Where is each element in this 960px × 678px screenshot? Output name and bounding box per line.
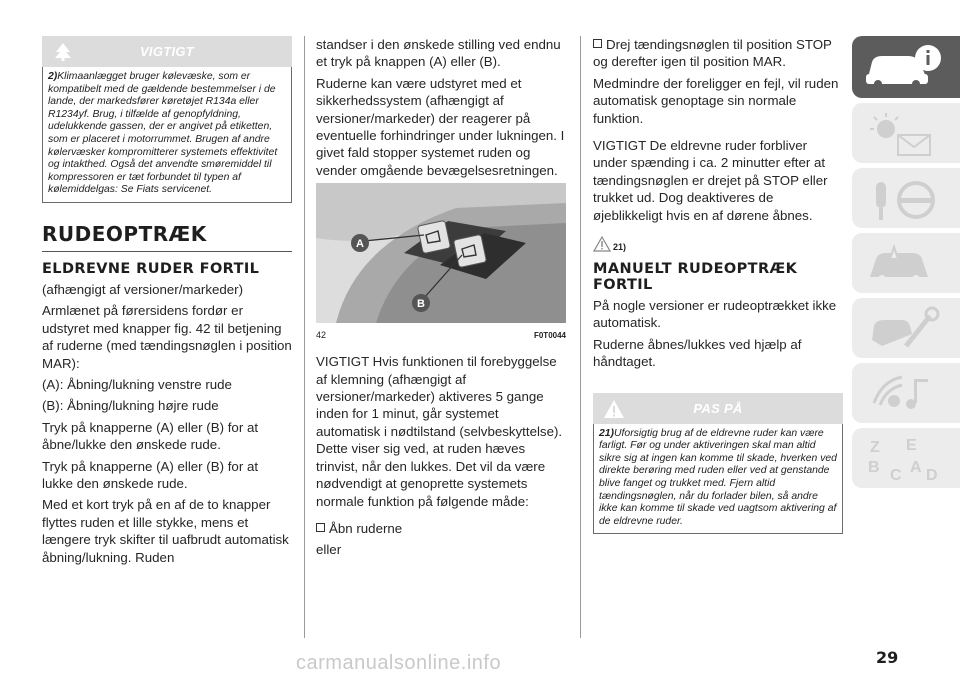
callout-label-a: A (356, 238, 364, 251)
paragraph: standser i den ønskede stilling ved endnu et tryk på knappen (A) eller (B). (316, 37, 561, 70)
checkbox-icon (316, 523, 325, 532)
paragraph: På nogle versioner er rudeoptrækket ikke automatisk. (593, 298, 837, 331)
figure-number: 42 (316, 330, 327, 341)
lights-mail-icon (862, 107, 952, 161)
paragraph: Tryk på knapperne (A) eller (B) for at lukke den ønskede rude. (42, 458, 259, 491)
svg-text:E: E (906, 437, 917, 454)
paragraph: eller (316, 542, 342, 558)
tab-lights-mail[interactable] (852, 103, 960, 163)
paragraph: Ruderne åbnes/lukkes ved hjælp af håndtaget. (593, 336, 802, 370)
figure-illustration (316, 183, 566, 323)
bullet-item (593, 36, 843, 71)
bullet-item (316, 520, 566, 537)
svg-text:Z: Z (870, 439, 880, 456)
index-letters-icon (862, 432, 952, 486)
callout-text: Uforsigtig brug af de eldrevne ruder kan være farligt. Før og under aktiveringen skal man altid sikre sig at ingen kan komme til skade, hverken ved direkte berøring med ruden eller ved at genstande blive fanget og trukket med. Fjern altid tændingsnøglen, når du forlader bilen, så andre ikke kan komme til skade ved uagtsom aktivering af de eldrevne ruder. (599, 427, 837, 527)
column-divider (304, 36, 305, 638)
callout-body (593, 424, 843, 535)
svg-text:B: B (868, 459, 880, 476)
column-3 (593, 36, 843, 534)
subsection-title: ELDREVNE RUDER FORTIL (42, 260, 260, 277)
warning-reference (593, 236, 843, 252)
callout-label-b: B (417, 298, 425, 311)
tab-car-info[interactable] (852, 36, 960, 98)
watermark-text: carmanualsonline.info (296, 652, 502, 674)
column-divider (580, 36, 581, 638)
car-info-icon (862, 40, 952, 94)
svg-text:A: A (910, 459, 922, 476)
callout-title: VIGTIGT (139, 44, 195, 59)
subsection-title: MANUELT RUDEOPTRÆK FORTIL (593, 261, 798, 294)
section-title: RUDEOPTRÆK (42, 223, 292, 252)
callout-header (593, 393, 843, 424)
paragraph: (A): Åbning/lukning venstre rude (42, 376, 232, 392)
paragraph: Med et kort tryk på en af de to knapper flyttes ruden et lille stykke, mens et længere tryk skifter til uafbrudt automatisk åbning/lukning. Ruden (42, 497, 289, 565)
bullet-text: Åbn ruderne (329, 520, 403, 536)
tab-phone-music[interactable] (852, 363, 960, 423)
paragraph: Tryk på knapperne (A) eller (B) for at åbne/lukke den ønskede rude. (42, 419, 259, 453)
callout-header (42, 36, 292, 67)
tab-car-crash[interactable] (852, 233, 960, 293)
callout-vigtigt (42, 36, 292, 203)
tab-wrench-car[interactable] (852, 298, 960, 358)
tab-key-steering[interactable] (852, 168, 960, 228)
warning-icon (593, 236, 611, 252)
paragraph: Medmindre der foreligger en fejl, vil ruden automatisk genoptage sin normale funktion. (593, 75, 839, 126)
paragraph: VIGTIGT Hvis funktionen til forebyggelse af klemning (afhængigt af versioner/markeder) aktiveres 5 gange inden for 1 minut, går systemet automatisk i nødtilstand (selvbeskyttelse). Dette viser sig ved, at ruden hæves trinvist, når den lukkes. Det vil da være nødvendigt at genoprette systemets normale funktion på følgende måde: (316, 354, 563, 509)
column-1 (42, 36, 292, 570)
callout-title: PAS PÅ (693, 400, 743, 416)
tab-index-letters[interactable] (852, 428, 960, 488)
svg-text:D: D (926, 467, 938, 484)
wrench-car-icon (862, 302, 952, 356)
checkbox-icon (593, 39, 602, 48)
callout-ref: 2) (48, 71, 58, 82)
tree-icon (52, 41, 74, 63)
callout-text: Klimaanlægget bruger kølevæske, som er kompatibelt med de gældende bestemmelser i de lande, der markedsfører køretøjet R134a eller R1234yf. Brug, i tilfælde af genopfyldning, udelukkende gassen, der er angivet på etiketten, som er placeret i motorrummet. Brugen af andre kølervæsker kompromitterer systemets effektivitet og intakthed. Også det anvendte smøremiddel til kompressoren er tæt forbundet til typen af kølemiddelgas: Se Fiats servicenet. (48, 71, 278, 196)
warning-ref: 21) (613, 242, 627, 253)
warning-icon (603, 398, 625, 420)
paragraph: (afhængigt af versioner/markeder) (42, 281, 244, 297)
column-2 (316, 36, 566, 563)
paragraph: Armlænet på førersidens fordør er udstyret med knapper fig. 42 til betjening af ruderne (med tændingsnøglen i position MAR): (42, 303, 292, 371)
callout-ref: 21) (599, 427, 615, 439)
page-number: 29 (876, 648, 899, 667)
key-steering-icon (862, 172, 952, 226)
paragraph: (B): Åbning/lukning højre rude (42, 398, 219, 414)
figure-code: F0T0044 (533, 331, 566, 341)
phone-music-icon (862, 367, 952, 421)
svg-text:C: C (890, 467, 902, 484)
chapter-sidebar (852, 36, 960, 493)
paragraph: VIGTIGT De eldrevne ruder forbliver under spænding i ca. 2 minutter efter at tændingsnøglen er drejet på STOP eller trukket ud. Dog deaktiveres de øjeblikkeligt hvis en af dørene åbnes. (593, 138, 828, 223)
paragraph: Ruderne kan være udstyret med et sikkerhedssystem (afhængigt af versioner/markeder) der reagerer på eventuelle forhindringer under lukningen. I givet fald stopper systemet ruden og vender omgående bevægelsesretningen. (316, 75, 565, 178)
callout-pas-paa (593, 393, 843, 535)
callout-body (42, 67, 292, 203)
car-crash-icon (862, 237, 952, 291)
bullet-text: Drej tændingsnøglen til position STOP og derefter igen til position MAR. (593, 37, 832, 70)
figure-window-switches (316, 183, 566, 339)
